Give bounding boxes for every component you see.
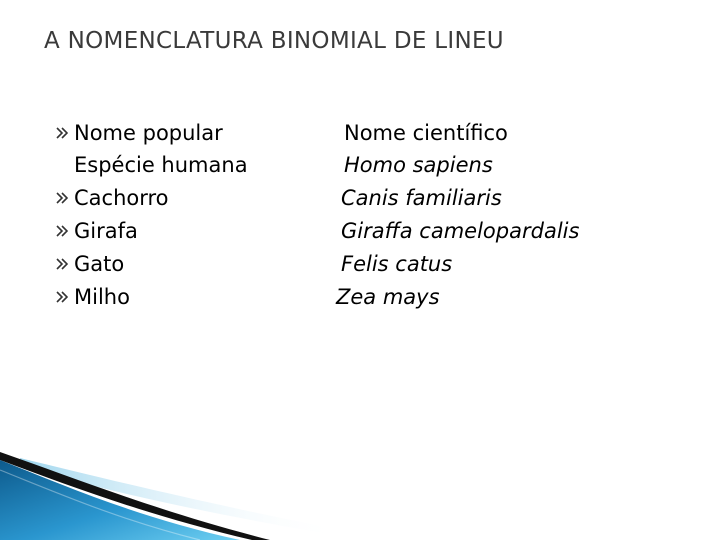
scientific-name: Felis catus: [341, 252, 453, 276]
table-row: [0, 215, 720, 247]
arrow-bullet-icon: [56, 291, 68, 303]
table-row: [0, 281, 720, 313]
popular-name: Espécie humana: [74, 153, 248, 177]
popular-name: Gato: [74, 252, 125, 276]
arrow-bullet-icon: [56, 258, 68, 270]
slide-title: A NOMENCLATURA BINOMIAL DE LINEU: [44, 28, 504, 54]
arrow-bullet-icon: [56, 225, 68, 237]
decorative-corner-swoosh: [0, 440, 360, 540]
header-popular-name: Nome popular: [74, 121, 223, 145]
table-row: [0, 149, 720, 181]
scientific-name: Giraffa camelopardalis: [341, 219, 580, 243]
scientific-name: Canis familiaris: [341, 186, 502, 210]
popular-name: Cachorro: [74, 186, 169, 210]
scientific-name: Homo sapiens: [344, 153, 493, 177]
table-row: [0, 248, 720, 280]
arrow-bullet-icon: [56, 192, 68, 204]
table-row: [0, 182, 720, 214]
scientific-name: Zea mays: [336, 285, 440, 309]
popular-name: Milho: [74, 285, 130, 309]
header-scientific-name: Nome científico: [344, 121, 508, 145]
table-header-row: [0, 117, 720, 149]
popular-name: Girafa: [74, 219, 138, 243]
arrow-bullet-icon: [56, 127, 68, 139]
